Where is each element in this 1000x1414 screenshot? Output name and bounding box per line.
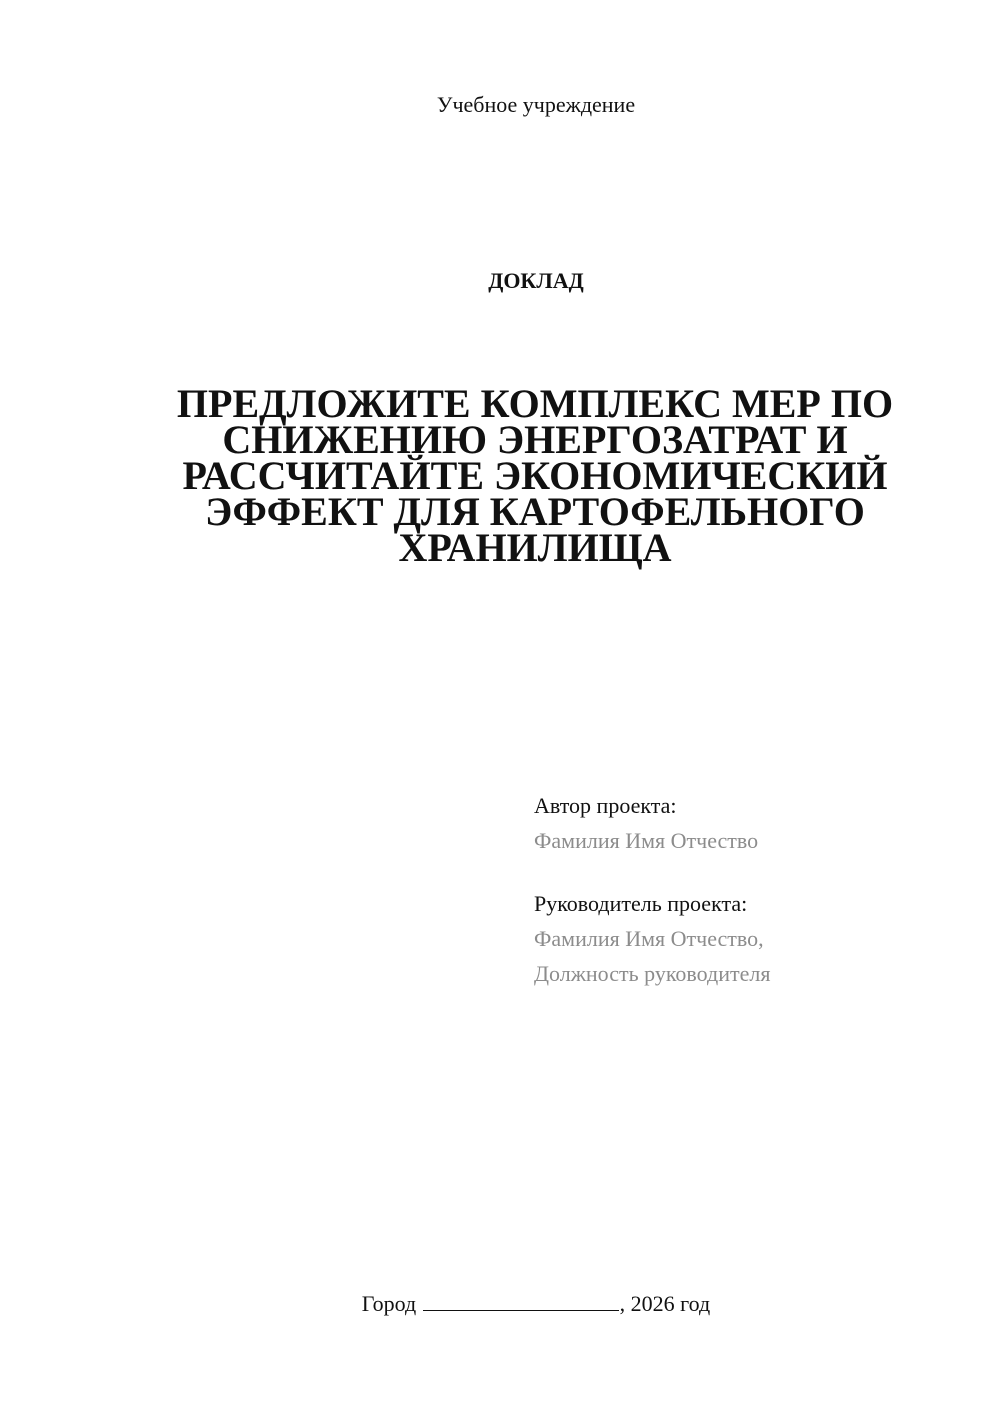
- document-type: ДОКЛАД: [488, 268, 584, 293]
- author-label: Автор проекта:: [534, 793, 677, 818]
- institution-name: Учебное учреждение: [436, 92, 636, 117]
- project-roles: [534, 788, 974, 991]
- report-title-line: ЭФФЕКТ ДЛЯ КАРТОФЕЛЬНОГО: [205, 489, 865, 534]
- report-title-line: ПРЕДЛОЖИТЕ КОМПЛЕКС МЕР ПО: [176, 381, 894, 426]
- city-label: Город: [361, 1291, 417, 1316]
- city-blank-line: [423, 1290, 619, 1311]
- city-year-line: [0, 1290, 1000, 1317]
- supervisor-name: Фамилия Имя Отчество,: [534, 926, 764, 951]
- spacer: [534, 858, 974, 886]
- report-title: [150, 381, 920, 570]
- report-title-line: РАССЧИТАЙТЕ ЭКОНОМИЧЕСКИЙ: [182, 453, 888, 498]
- author-name: Фамилия Имя Отчество: [534, 828, 759, 853]
- year-text: , 2026 год: [619, 1291, 711, 1316]
- supervisor-label: Руководитель проекта:: [534, 891, 748, 916]
- report-title-line: СНИЖЕНИЮ ЭНЕРГОЗАТРАТ И: [222, 417, 848, 462]
- report-title-line: ХРАНИЛИЩА: [398, 525, 672, 570]
- supervisor-position: Должность руководителя: [534, 961, 771, 986]
